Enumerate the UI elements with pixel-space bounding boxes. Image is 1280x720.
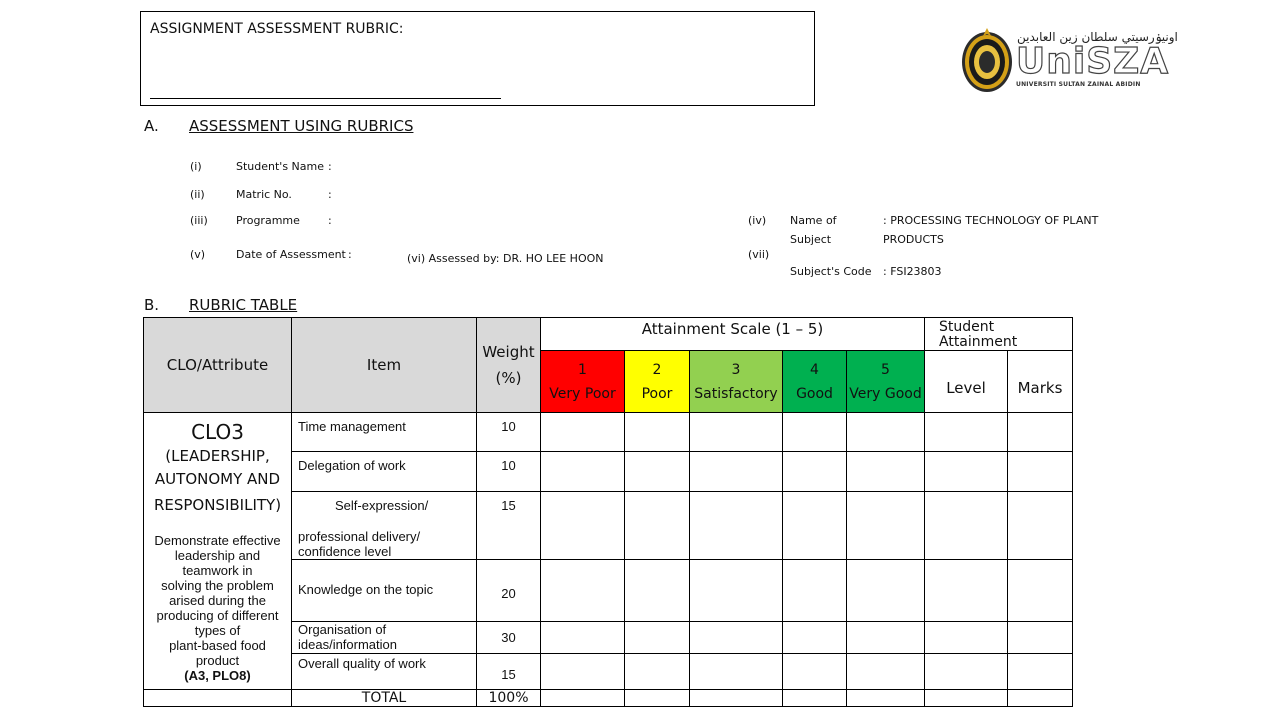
total-row bbox=[144, 690, 1073, 707]
score-cell[interactable] bbox=[541, 622, 625, 654]
score-cell[interactable] bbox=[783, 452, 847, 492]
score-cell[interactable] bbox=[541, 492, 625, 560]
score-cell[interactable] bbox=[690, 654, 783, 690]
field-vii-num: (vii) bbox=[748, 248, 770, 261]
score-cell[interactable] bbox=[625, 413, 690, 452]
score-cell[interactable] bbox=[690, 413, 783, 452]
matric-no-colon: : bbox=[328, 188, 332, 201]
matric-no-label: Matric No. bbox=[236, 188, 292, 201]
field-ii-num: (ii) bbox=[190, 188, 205, 201]
score-cell[interactable] bbox=[541, 452, 625, 492]
subject-name-label-2: Subject bbox=[790, 233, 832, 246]
item-line: Organisation of bbox=[298, 622, 387, 637]
scale-label: Very Good bbox=[849, 385, 922, 402]
scale-4-good bbox=[783, 351, 847, 413]
score-cell[interactable] bbox=[541, 560, 625, 622]
weight-header-unit: (%) bbox=[495, 369, 522, 387]
clo-attribute-text bbox=[144, 445, 291, 517]
logo-arabic-text: اونيۏرسيتي سلطان زين العابدين bbox=[1017, 30, 1178, 44]
section-a-title: ASSESSMENT USING RUBRICS bbox=[189, 117, 414, 135]
programme-colon: : bbox=[328, 214, 332, 227]
score-cell[interactable] bbox=[625, 560, 690, 622]
score-cell[interactable] bbox=[690, 622, 783, 654]
field-v-num: (v) bbox=[190, 248, 206, 261]
assignment-title-box bbox=[140, 11, 815, 106]
score-cell[interactable] bbox=[847, 452, 925, 492]
clo-code: CLO3 bbox=[191, 420, 244, 444]
clo-attribute-header: CLO/Attribute bbox=[144, 318, 292, 413]
subject-name-value-2: PRODUCTS bbox=[883, 233, 944, 246]
clo-attribute-line: AUTONOMY AND bbox=[154, 470, 281, 488]
score-cell[interactable] bbox=[847, 492, 925, 560]
level-cell[interactable] bbox=[925, 492, 1008, 560]
item-line: ideas/information bbox=[298, 637, 397, 652]
clo-desc-line: teamwork in bbox=[182, 563, 253, 578]
university-crest-icon bbox=[960, 26, 1014, 94]
scale-1-very-poor bbox=[541, 351, 625, 413]
total-value: 100% bbox=[477, 690, 541, 707]
score-cell[interactable] bbox=[625, 452, 690, 492]
level-cell[interactable] bbox=[925, 560, 1008, 622]
weight-cell: 10 bbox=[477, 413, 541, 452]
marks-cell[interactable] bbox=[1008, 654, 1073, 690]
scale-5-very-good bbox=[847, 351, 925, 413]
clo-reference: (A3, PLO8) bbox=[184, 668, 251, 683]
marks-cell[interactable] bbox=[1008, 413, 1073, 452]
score-cell[interactable] bbox=[541, 413, 625, 452]
level-cell[interactable] bbox=[925, 654, 1008, 690]
clo-attribute-line: (LEADERSHIP, bbox=[165, 447, 270, 465]
clo-description bbox=[144, 533, 291, 683]
item-delegation: Delegation of work bbox=[292, 452, 477, 492]
logo-subtitle: UNIVERSITI SULTAN ZAINAL ABIDIN bbox=[1016, 81, 1141, 88]
item-time-management: Time management bbox=[292, 413, 477, 452]
level-cell[interactable] bbox=[925, 622, 1008, 654]
total-level-cell bbox=[925, 690, 1008, 707]
score-cell[interactable] bbox=[847, 654, 925, 690]
score-cell[interactable] bbox=[783, 560, 847, 622]
score-cell[interactable] bbox=[847, 622, 925, 654]
student-name-label: Student's Name bbox=[236, 160, 325, 173]
score-cell[interactable] bbox=[783, 413, 847, 452]
marks-cell[interactable] bbox=[1008, 492, 1073, 560]
title-underline bbox=[150, 98, 501, 99]
item-line: confidence level bbox=[298, 544, 392, 559]
score-cell[interactable] bbox=[783, 492, 847, 560]
score-cell[interactable] bbox=[625, 654, 690, 690]
clo-attribute-line: RESPONSIBILITY) bbox=[153, 496, 282, 514]
attainment-scale-header: Attainment Scale (1 – 5) bbox=[541, 318, 925, 351]
subject-name-value-1: : PROCESSING TECHNOLOGY OF PLANT bbox=[883, 214, 1099, 227]
clo-desc-line: solving the problem bbox=[161, 578, 274, 593]
scale-3-satisfactory bbox=[690, 351, 783, 413]
scale-2-poor bbox=[625, 351, 690, 413]
score-cell[interactable] bbox=[625, 492, 690, 560]
scale-label: Very Poor bbox=[549, 385, 616, 402]
score-cell[interactable] bbox=[847, 560, 925, 622]
table-row bbox=[144, 413, 1073, 452]
total-score-cell bbox=[690, 690, 783, 707]
logo-wordmark: UniSZA bbox=[1016, 41, 1170, 82]
level-cell[interactable] bbox=[925, 452, 1008, 492]
item-line: Self-expression/ bbox=[335, 498, 429, 513]
marks-header: Marks bbox=[1008, 351, 1073, 413]
scale-num: 3 bbox=[731, 361, 741, 378]
clo-desc-line: leadership and bbox=[174, 548, 261, 563]
assignment-title: ASSIGNMENT ASSESSMENT RUBRIC: bbox=[150, 21, 404, 37]
marks-cell[interactable] bbox=[1008, 560, 1073, 622]
clo-desc-line: Demonstrate effective bbox=[154, 533, 281, 548]
level-cell[interactable] bbox=[925, 413, 1008, 452]
scale-num: 2 bbox=[652, 361, 662, 378]
clo-desc-line: types of bbox=[194, 623, 241, 638]
total-score-cell bbox=[625, 690, 690, 707]
field-iii-num: (iii) bbox=[190, 214, 208, 227]
student-name-colon: : bbox=[328, 160, 332, 173]
item-header: Item bbox=[292, 318, 477, 413]
score-cell[interactable] bbox=[541, 654, 625, 690]
scale-label: Poor bbox=[641, 385, 673, 402]
subject-name-label-1: Name of bbox=[790, 214, 837, 227]
date-of-assessment-label: Date of Assessment bbox=[236, 248, 346, 261]
score-cell[interactable] bbox=[783, 622, 847, 654]
score-cell[interactable] bbox=[847, 413, 925, 452]
student-attainment-header bbox=[925, 318, 1073, 351]
weight-header-label: Weight bbox=[482, 343, 535, 361]
weight-cell: 15 bbox=[477, 654, 541, 690]
score-cell[interactable] bbox=[690, 492, 783, 560]
clo-desc-line: product bbox=[195, 653, 240, 668]
item-overall-quality: Overall quality of work bbox=[292, 654, 477, 690]
item-organisation bbox=[292, 622, 477, 654]
weight-cell: 20 bbox=[477, 560, 541, 622]
field-iv-num: (iv) bbox=[748, 214, 767, 227]
total-marks-cell bbox=[1008, 690, 1073, 707]
rubric-table bbox=[143, 317, 1073, 707]
score-cell[interactable] bbox=[625, 622, 690, 654]
total-label: TOTAL bbox=[292, 690, 477, 707]
scale-label: Good bbox=[796, 385, 833, 402]
clo-cell bbox=[144, 413, 292, 690]
total-score-cell bbox=[847, 690, 925, 707]
weight-cell: 15 bbox=[477, 492, 541, 560]
total-score-cell bbox=[541, 690, 625, 707]
section-b-title: RUBRIC TABLE bbox=[189, 296, 298, 314]
scale-num: 4 bbox=[810, 361, 819, 378]
item-knowledge: Knowledge on the topic bbox=[292, 560, 477, 622]
unisza-logo bbox=[960, 24, 1178, 96]
subject-code-value: : FSI23803 bbox=[883, 265, 942, 278]
score-cell[interactable] bbox=[690, 452, 783, 492]
weight-header bbox=[477, 318, 541, 413]
student-attainment-line-2: Attainment bbox=[939, 334, 1018, 350]
marks-cell[interactable] bbox=[1008, 622, 1073, 654]
student-attainment-line-1: Student bbox=[939, 319, 995, 335]
level-header: Level bbox=[925, 351, 1008, 413]
total-score-cell bbox=[783, 690, 847, 707]
marks-cell[interactable] bbox=[1008, 452, 1073, 492]
clo-desc-line: arised during the bbox=[169, 593, 266, 608]
item-self-expression bbox=[292, 492, 477, 560]
clo-desc-line: plant-based food bbox=[169, 638, 266, 653]
scale-label: Satisfactory bbox=[694, 385, 778, 402]
scale-num: 5 bbox=[881, 361, 890, 378]
weight-cell: 30 bbox=[477, 622, 541, 654]
section-b-letter: B. bbox=[144, 296, 160, 314]
weight-cell: 10 bbox=[477, 452, 541, 492]
total-empty-cell bbox=[144, 690, 292, 707]
subject-code-label: Subject's Code bbox=[790, 265, 872, 278]
scale-num: 1 bbox=[578, 361, 587, 378]
clo-desc-line: producing of different bbox=[156, 608, 279, 623]
score-cell[interactable] bbox=[690, 560, 783, 622]
item-line: professional delivery/ bbox=[298, 529, 421, 544]
assessed-by: (vi) Assessed by: DR. HO LEE HOON bbox=[407, 252, 604, 265]
programme-label: Programme bbox=[236, 214, 300, 227]
score-cell[interactable] bbox=[783, 654, 847, 690]
date-of-assessment-colon: : bbox=[348, 248, 352, 261]
section-a-letter: A. bbox=[144, 117, 159, 135]
field-i-num: (i) bbox=[190, 160, 202, 173]
